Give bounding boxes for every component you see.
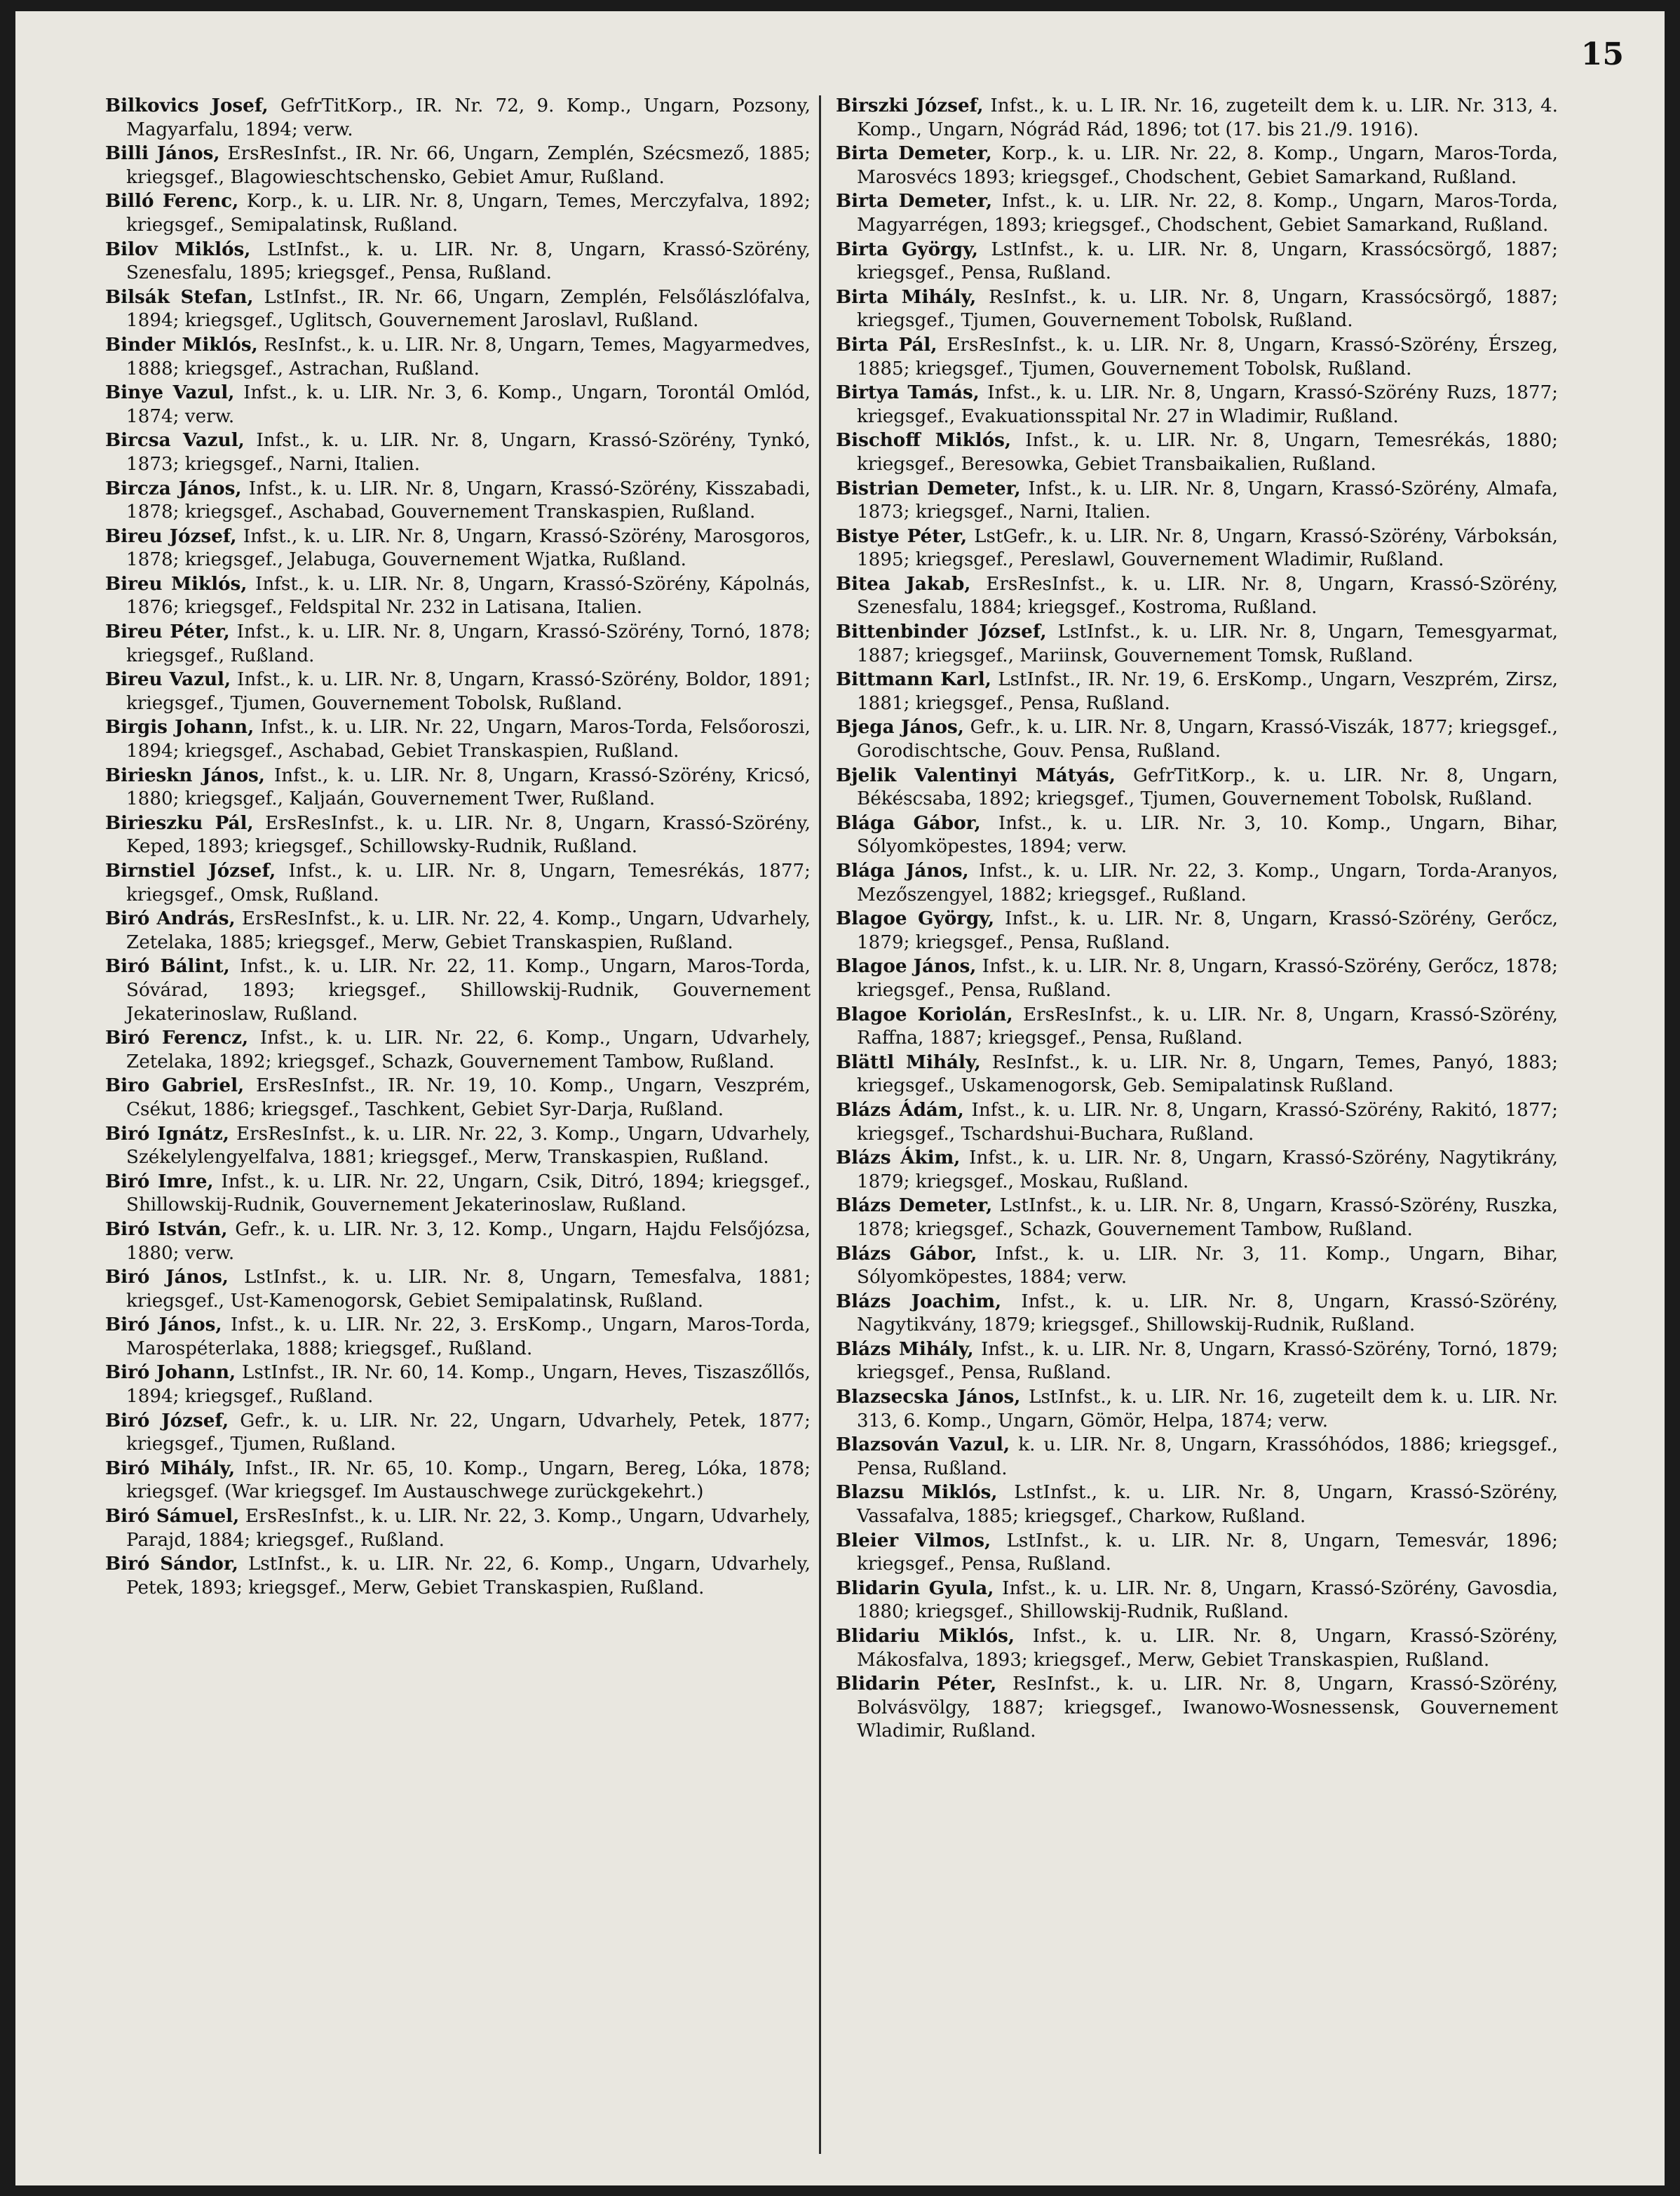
entry-name: Binder Miklós, xyxy=(105,333,258,356)
list-entry xyxy=(105,1170,811,1218)
left-column xyxy=(105,94,811,2170)
entry-details: Infst., k. u. LIR. Nr. 8, Ungarn, Krassó-Szörény, Gerőcz, 1878; kriegsgef., Pensa, Rußland. xyxy=(857,956,1558,1001)
entry-details: Gefr., k. u. LIR. Nr. 8, Ungarn, Krassó-Viszák, 1877; kriegsgef., Gorodischtsche, Gouv. Pensa, Rußland. xyxy=(857,717,1558,762)
list-entry xyxy=(836,1146,1558,1194)
entry-name: Blázs Gábor, xyxy=(836,1242,977,1265)
entry-details: ResInfst., k. u. LIR. Nr. 8, Ungarn, Krassócsörgő, 1887; kriegsgef., Tjumen, Gouvernement Tobolsk, Rußland. xyxy=(857,286,1558,332)
entry-details: ErsResInfst., IR. Nr. 66, Ungarn, Zemplén, Szécsmező, 1885; kriegsgef., Blagowieschtschensko, Gebiet Amur, Rußland. xyxy=(126,143,811,188)
entry-details: Infst., k. u. LIR. Nr. 8, Ungarn, Krassó-Szörény Ruzs, 1877; kriegsgef., Evakuationsspital Nr. 27 in Wladimir, Rußland. xyxy=(857,382,1558,427)
list-entry xyxy=(105,1409,811,1457)
entry-details: Infst., k. u. L IR. Nr. 16, zugeteilt dem k. u. LIR. Nr. 313, 4. Komp., Ungarn, Nógrád Rád, 1896; tot (17. bis 21./9. 1916). xyxy=(857,95,1558,140)
list-entry xyxy=(105,1026,811,1074)
list-entry xyxy=(105,907,811,955)
entry-name: Bistrian Demeter, xyxy=(836,477,1021,499)
list-entry xyxy=(105,620,811,668)
entry-name: Biró János, xyxy=(105,1314,222,1336)
entry-details: Infst., k. u. LIR. Nr. 22, Ungarn, Maros-Torda, Felsőoroszi, 1894; kriegsgef., Aschabad, Gebiet Transkaspien, Rußland. xyxy=(126,717,811,762)
entry-details: Infst., IR. Nr. 65, 10. Komp., Ungarn, Bereg, Lóka, 1878; kriegsgef. (War kriegsgef. Im Austauschwege zurückgekehrt.) xyxy=(126,1457,811,1503)
list-entry xyxy=(105,238,811,285)
list-entry xyxy=(836,1433,1558,1481)
entry-name: Bireu Péter, xyxy=(105,621,230,643)
entry-details: k. u. LIR. Nr. 8, Ungarn, Krassóhódos, 1886; kriegsgef., Pensa, Rußland. xyxy=(857,1434,1558,1479)
entry-details: Infst., k. u. LIR. Nr. 8, Ungarn, Krassó-Szörény, Tornó, 1879; kriegsgef., Pensa, Rußland. xyxy=(857,1338,1558,1384)
entry-details: Infst., k. u. LIR. Nr. 8, Ungarn, Temesrékás, 1877; kriegsgef., Omsk, Rußland. xyxy=(126,861,811,905)
list-entry xyxy=(105,1552,811,1600)
list-entry xyxy=(836,381,1558,429)
entry-name: Biró Sámuel, xyxy=(105,1505,240,1528)
document-page xyxy=(15,11,1665,2185)
list-entry xyxy=(105,572,811,620)
list-entry xyxy=(836,1242,1558,1290)
list-entry xyxy=(836,1338,1558,1385)
right-column xyxy=(836,94,1558,2170)
entry-name: Bjega János, xyxy=(836,716,964,739)
entry-name: Bittenbinder József, xyxy=(836,621,1047,643)
entry-details: LstInfst., IR. Nr. 66, Ungarn, Zemplén, Felsőlászlófalva, 1894; kriegsgef., Uglitsch, Gouvernement Jaroslavl, Rußland. xyxy=(126,286,811,332)
column-divider xyxy=(819,95,821,2154)
entry-name: Birta György, xyxy=(836,238,979,260)
entry-name: Billó Ferenc, xyxy=(105,190,239,213)
entry-name: Biró János, xyxy=(105,1266,229,1288)
entry-name: Blazsu Miklós, xyxy=(836,1481,998,1504)
list-entry xyxy=(105,477,811,525)
list-entry xyxy=(105,1265,811,1313)
entry-details: Infst., k. u. LIR. Nr. 8, Ungarn, Krassó-Szörény, Rakitó, 1877; kriegsgef., Tschardshui-Buchara, Rußland. xyxy=(857,1099,1558,1145)
entry-name: Blázs Mihály, xyxy=(836,1338,974,1360)
entry-name: Biró Imre, xyxy=(105,1170,214,1192)
entry-details: LstInfst., k. u. LIR. Nr. 8, Ungarn, Krassó-Szörény, Szenesfalu, 1895; kriegsgef., Pensa, Rußland. xyxy=(126,238,811,284)
list-entry xyxy=(836,1003,1558,1051)
entry-details: Infst., k. u. LIR. Nr. 8, Ungarn, Krassó-Szörény, Boldor, 1891; kriegsgef., Tjumen, Gouvernement Tobolsk, Rußland. xyxy=(126,669,811,714)
page-number: 15 xyxy=(1580,36,1624,72)
entry-details: ErsResInfst., k. u. LIR. Nr. 22, 3. Komp., Ungarn, Udvarhely, Parajd, 1884; kriegsgef., Rußland. xyxy=(126,1506,811,1551)
entry-details: Korp., k. u. LIR. Nr. 22, 8. Komp., Ungarn, Maros-Torda, Marosvécs 1893; kriegsgef., Chodschent, Gebiet Samarkand, Rußland. xyxy=(857,143,1558,188)
entry-details: LstInfst., k. u. LIR. Nr. 8, Ungarn, Temesgyarmat, 1887; kriegsgef., Mariinsk, Gouvernement Tomsk, Rußland. xyxy=(857,621,1558,666)
list-entry xyxy=(836,477,1558,525)
entry-name: Birta Pál, xyxy=(836,333,937,356)
list-entry xyxy=(105,429,811,476)
entry-name: Bistye Péter, xyxy=(836,525,968,547)
entry-name: Bitea Jakab, xyxy=(836,572,971,595)
entry-details: Infst., k. u. LIR. Nr. 8, Ungarn, Krassó-Szörény, Tornó, 1878; kriegsgef., Rußland. xyxy=(126,621,811,666)
list-entry xyxy=(836,429,1558,476)
entry-details: GefrTitKorp., IR. Nr. 72, 9. Komp., Ungarn, Pozsony, Magyarfalu, 1894; verw. xyxy=(126,95,811,140)
entry-details: Infst., k. u. LIR. Nr. 3, 10. Komp., Ungarn, Bihar, Sólyomköpestes, 1894; verw. xyxy=(857,812,1558,858)
entry-details: Infst., k. u. LIR. Nr. 22, 3. Komp., Ungarn, Torda-Aranyos, Mezőszengyel, 1882; kriegsgef., Rußland. xyxy=(857,861,1558,905)
entry-details: LstInfst., k. u. LIR. Nr. 16, zugeteilt dem k. u. LIR. Nr. 313, 6. Komp., Ungarn, Gömör, Helpa, 1874; verw. xyxy=(857,1387,1558,1432)
entry-name: Bilov Miklós, xyxy=(105,238,251,260)
entry-name: Birgis Johann, xyxy=(105,716,255,739)
list-entry xyxy=(836,715,1558,763)
entry-name: Blagoe János, xyxy=(836,955,977,978)
list-entry xyxy=(836,1577,1558,1624)
list-entry xyxy=(105,142,811,189)
entry-details: LstInfst., k. u. LIR. Nr. 8, Ungarn, Krassócsörgő, 1887; kriegsgef., Pensa, Rußland. xyxy=(857,238,1558,284)
entry-details: LstInfst., IR. Nr. 60, 14. Komp., Ungarn, Heves, Tiszaszőllős, 1894; kriegsgef., Rußland. xyxy=(126,1362,811,1408)
entry-name: Bireu Miklós, xyxy=(105,572,248,595)
list-entry xyxy=(836,1194,1558,1241)
list-entry xyxy=(105,381,811,429)
entry-details: Infst., k. u. LIR. Nr. 8, Ungarn, Krassó-Szörény, Gavosdia, 1880; kriegsgef., Shillowskij-Rudnik, Rußland. xyxy=(857,1577,1558,1623)
list-entry xyxy=(836,238,1558,285)
entry-name: Blidarin Péter, xyxy=(836,1673,997,1695)
entry-name: Biró Ferencz, xyxy=(105,1027,249,1049)
list-entry xyxy=(836,1481,1558,1528)
entry-name: Biró Bálint, xyxy=(105,955,230,978)
list-entry xyxy=(105,285,811,333)
entry-name: Biró István, xyxy=(105,1218,228,1240)
list-entry xyxy=(105,1504,811,1552)
entry-details: Infst., k. u. LIR. Nr. 8, Ungarn, Krassó-Szörény, Nagytikvány, 1879; kriegsgef., Shillowskij-Rudnik, Rußland. xyxy=(857,1291,1558,1336)
entry-name: Binye Vazul, xyxy=(105,382,235,404)
entry-name: Birieszku Pál, xyxy=(105,811,254,834)
entry-details: Infst., k. u. LIR. Nr. 3, 6. Komp., Ungarn, Torontál Omlód, 1874; verw. xyxy=(126,382,811,427)
entry-name: Birta Mihály, xyxy=(836,285,977,308)
entry-name: Blazsecska János, xyxy=(836,1386,1021,1408)
entry-name: Bireu Vazul, xyxy=(105,668,231,691)
entry-name: Bjelik Valentinyi Mátyás, xyxy=(836,764,1116,786)
entry-details: Infst., k. u. LIR. Nr. 8, Ungarn, Krassó-Szörény, Tynkó, 1873; kriegsgef., Narni, Italien. xyxy=(126,430,811,475)
entry-name: Blagoe György, xyxy=(836,908,995,930)
entry-name: Biró József, xyxy=(105,1409,229,1432)
list-entry xyxy=(836,1529,1558,1577)
entry-name: Blidarin Gyula, xyxy=(836,1577,994,1599)
list-entry xyxy=(105,811,811,859)
entry-name: Blága Gábor, xyxy=(836,811,981,834)
entry-name: Blagoe Koriolán, xyxy=(836,1003,1013,1025)
list-entry xyxy=(105,955,811,1026)
list-entry xyxy=(836,94,1558,142)
list-entry xyxy=(105,715,811,763)
entry-name: Biró Johann, xyxy=(105,1361,236,1384)
list-entry xyxy=(836,1624,1558,1672)
list-entry xyxy=(836,1385,1558,1433)
entry-details: Infst., k. u. LIR. Nr. 8, Ungarn, Krassó-Szörény, Kisszabadi, 1878; kriegsgef., Aschabad, Gouvernement Transkaspien, Rußland. xyxy=(126,478,811,523)
entry-details: ErsResInfst., k. u. LIR. Nr. 22, 3. Komp., Ungarn, Udvarhely, Székelylengyelfalva, 1881; kriegsgef., Merw, Transkaspien, Rußland. xyxy=(126,1123,811,1168)
list-entry xyxy=(105,333,811,381)
entry-details: Infst., k. u. LIR. Nr. 8, Ungarn, Krassó-Szörény, Marosgoros, 1878; kriegsgef., Jelabuga, Gouvernement Wjatka, Rußland. xyxy=(126,525,811,571)
list-entry xyxy=(105,189,811,237)
entry-details: Infst., k. u. LIR. Nr. 3, 11. Komp., Ungarn, Bihar, Sólyomköpestes, 1884; verw. xyxy=(857,1243,1558,1288)
entry-name: Biró Ignátz, xyxy=(105,1122,229,1145)
list-entry xyxy=(836,1098,1558,1146)
entry-details: Infst., k. u. LIR. Nr. 8, Ungarn, Temesrékás, 1880; kriegsgef., Beresowka, Gebiet Transbaikalien, Rußland. xyxy=(857,430,1558,475)
entry-details: Korp., k. u. LIR. Nr. 8, Ungarn, Temes, Merczyfalva, 1892; kriegsgef., Semipalatinsk, Rußland. xyxy=(126,191,811,236)
list-entry xyxy=(836,1051,1558,1098)
entry-name: Bircza János, xyxy=(105,477,242,499)
entry-name: Birszki József, xyxy=(836,95,984,116)
list-entry xyxy=(836,859,1558,907)
list-entry xyxy=(836,572,1558,620)
entry-name: Birta Demeter, xyxy=(836,190,993,213)
entry-details: ErsResInfst., k. u. LIR. Nr. 8, Ungarn, Krassó-Szörény, Érszeg, 1885; kriegsgef., Tjumen, Gouvernement Tobolsk, Rußland. xyxy=(857,334,1558,379)
entry-name: Blázs Ákim, xyxy=(836,1147,961,1169)
entry-details: ResInfst., k. u. LIR. Nr. 8, Ungarn, Krassó-Szörény, Bolvásvölgy, 1887; kriegsgef., Iwanowo-Wosnessensk, Gouvernement Wladimir, Rußland. xyxy=(857,1673,1558,1742)
entry-name: Bischoff Miklós, xyxy=(836,429,1012,452)
list-entry xyxy=(105,668,811,715)
entry-details: ResInfst., k. u. LIR. Nr. 8, Ungarn, Temes, Magyarmedves, 1888; kriegsgef., Astrachan, Rußland. xyxy=(126,334,811,379)
list-entry xyxy=(105,1361,811,1408)
list-entry xyxy=(105,764,811,811)
entry-details: ErsResInfst., k. u. LIR. Nr. 8, Ungarn, Krassó-Szörény, Keped, 1893; kriegsgef., Schillowsky-Rudnik, Rußland. xyxy=(126,812,811,858)
entry-details: ErsResInfst., k. u. LIR. Nr. 22, 4. Komp., Ungarn, Udvarhely, Zetelaka, 1885; kriegsgef., Merw, Gebiet Transkaspien, Rußland. xyxy=(126,908,811,953)
entry-details: Infst., k. u. LIR. Nr. 22, 3. ErsKomp., Ungarn, Maros-Torda, Marospéterlaka, 1888; kriegsgef., Rußland. xyxy=(126,1314,811,1359)
entry-details: Gefr., k. u. LIR. Nr. 22, Ungarn, Udvarhely, Petek, 1877; kriegsgef., Tjumen, Rußland. xyxy=(126,1410,811,1455)
entry-details: ErsResInfst., k. u. LIR. Nr. 8, Ungarn, Krassó-Szörény, Szenesfalu, 1884; kriegsgef., Kostroma, Rußland. xyxy=(857,573,1558,619)
list-entry xyxy=(836,764,1558,811)
entry-name: Biró András, xyxy=(105,908,236,930)
list-entry xyxy=(836,668,1558,715)
list-entry xyxy=(836,285,1558,333)
entry-details: Infst., k. u. LIR. Nr. 8, Ungarn, Krassó-Szörény, Kápolnás, 1876; kriegsgef., Feldspital Nr. 232 in Latisana, Italien. xyxy=(126,573,811,619)
list-entry xyxy=(105,1457,811,1504)
entry-details: ErsResInfst., IR. Nr. 19, 10. Komp., Ungarn, Veszprém, Csékut, 1886; kriegsgef., Taschkent, Gebiet Syr-Darja, Rußland. xyxy=(126,1075,811,1120)
list-entry xyxy=(836,333,1558,381)
list-entry xyxy=(836,189,1558,237)
list-entry xyxy=(105,859,811,907)
entry-details: LstInfst., k. u. LIR. Nr. 22, 6. Komp., Ungarn, Udvarhely, Petek, 1893; kriegsgef., Merw, Gebiet Transkaspien, Rußland. xyxy=(126,1554,811,1598)
list-entry xyxy=(836,811,1558,859)
list-entry xyxy=(836,1290,1558,1338)
list-entry xyxy=(105,1122,811,1170)
entry-details: ResInfst., k. u. LIR. Nr. 8, Ungarn, Temes, Panyó, 1883; kriegsgef., Uskamenogorsk, Geb. Semipalatinsk Rußland. xyxy=(857,1051,1558,1097)
entry-name: Birtya Tamás, xyxy=(836,382,980,404)
list-entry xyxy=(836,142,1558,189)
list-entry xyxy=(105,1218,811,1265)
entry-name: Biró Sándor, xyxy=(105,1553,238,1575)
entry-name: Biro Gabriel, xyxy=(105,1075,245,1097)
entry-name: Blazsován Vazul, xyxy=(836,1434,1010,1456)
entry-name: Bilsák Stefan, xyxy=(105,285,254,308)
entry-name: Blidariu Miklós, xyxy=(836,1625,1015,1647)
entry-name: Bilkovics Josef, xyxy=(105,95,269,116)
entry-name: Billi János, xyxy=(105,142,220,165)
entry-details: Infst., k. u. LIR. Nr. 8, Ungarn, Krassó-Szörény, Gerőcz, 1879; kriegsgef., Pensa, Rußland. xyxy=(857,908,1558,953)
entry-details: Infst., k. u. LIR. Nr. 22, Ungarn, Csik, Ditró, 1894; kriegsgef., Shillowskij-Rudnik, Gouvernement Jekaterinoslaw, Rußland. xyxy=(126,1171,811,1216)
list-entry xyxy=(105,94,811,142)
entry-details: GefrTitKorp., k. u. LIR. Nr. 8, Ungarn, Békéscsaba, 1892; kriegsgef., Tjumen, Gouvernement Tobolsk, Rußland. xyxy=(857,764,1558,810)
entry-name: Blázs Demeter, xyxy=(836,1194,993,1217)
entry-details: LstInfst., IR. Nr. 19, 6. ErsKomp., Ungarn, Veszprém, Zirsz, 1881; kriegsgef., Pensa, Rußland. xyxy=(857,669,1558,714)
entry-details: Gefr., k. u. LIR. Nr. 3, 12. Komp., Ungarn, Hajdu Felsőjózsa, 1880; verw. xyxy=(126,1218,811,1264)
entry-name: Bircsa Vazul, xyxy=(105,429,245,452)
entry-name: Biró Mihály, xyxy=(105,1457,236,1479)
entry-details: LstInfst., k. u. LIR. Nr. 8, Ungarn, Temesfalva, 1881; kriegsgef., Ust-Kamenogorsk, Gebiet Semipalatinsk, Rußland. xyxy=(126,1267,811,1312)
entry-name: Bittmann Karl, xyxy=(836,668,991,691)
entry-details: Infst., k. u. LIR. Nr. 22, 8. Komp., Ungarn, Maros-Torda, Magyarrégen, 1893; kriegsgef., Chodschent, Gebiet Samarkand, Rußland. xyxy=(857,191,1558,236)
list-entry xyxy=(836,955,1558,1002)
entry-details: Infst., k. u. LIR. Nr. 22, 6. Komp., Ungarn, Udvarhely, Zetelaka, 1892; kriegsgef., Schazk, Gouvernement Tambow, Rußland. xyxy=(126,1028,811,1072)
entry-name: Blázs Ádám, xyxy=(836,1098,964,1121)
entry-name: Birnstiel József, xyxy=(105,860,276,882)
entry-details: Infst., k. u. LIR. Nr. 22, 11. Komp., Ungarn, Maros-Torda, Sóvárad, 1893; kriegsgef., Shillowskij-Rudnik, Gouvernement Jekaterinoslaw, Rußland. xyxy=(126,956,811,1025)
entry-details: Infst., k. u. LIR. Nr. 8, Ungarn, Krassó-Szörény, Kricsó, 1880; kriegsgef., Kaljaán, Gouvernement Twer, Rußland. xyxy=(126,764,811,810)
entry-name: Blága János, xyxy=(836,860,969,882)
list-entry xyxy=(105,525,811,572)
entry-details: LstInfst., k. u. LIR. Nr. 8, Ungarn, Temesvár, 1896; kriegsgef., Pensa, Rußland. xyxy=(857,1530,1558,1575)
list-entry xyxy=(105,1074,811,1121)
entry-name: Birieskn János, xyxy=(105,764,265,786)
entry-details: ErsResInfst., k. u. LIR. Nr. 8, Ungarn, Krassó-Szörény, Raffna, 1887; kriegsgef., Pensa, Rußland. xyxy=(857,1004,1558,1049)
entry-details: LstInfst., k. u. LIR. Nr. 8, Ungarn, Krassó-Szörény, Vassafalva, 1885; kriegsgef., Charkow, Rußland. xyxy=(857,1482,1558,1528)
entry-name: Blättl Mihály, xyxy=(836,1051,981,1073)
entry-details: Infst., k. u. LIR. Nr. 8, Ungarn, Krassó-Szörény, Nagytikrány, 1879; kriegsgef., Moskau, Rußland. xyxy=(857,1147,1558,1192)
list-entry xyxy=(836,907,1558,955)
entry-details: LstInfst., k. u. LIR. Nr. 8, Ungarn, Krassó-Szörény, Ruszka, 1878; kriegsgef., Schazk, Gouvernement Tambow, Rußland. xyxy=(857,1195,1558,1240)
entry-details: Infst., k. u. LIR. Nr. 8, Ungarn, Krassó-Szörény, Mákosfalva, 1893; kriegsgef., Merw, Gebiet Transkaspien, Rußland. xyxy=(857,1626,1558,1671)
entry-details: Infst., k. u. LIR. Nr. 8, Ungarn, Krassó-Szörény, Almafa, 1873; kriegsgef., Narni, Italien. xyxy=(857,478,1558,523)
list-entry xyxy=(836,1672,1558,1744)
entry-name: Bireu József, xyxy=(105,525,237,547)
list-entry xyxy=(836,525,1558,572)
entry-name: Birta Demeter, xyxy=(836,142,992,165)
entry-name: Blázs Joachim, xyxy=(836,1290,1002,1312)
list-entry xyxy=(105,1313,811,1361)
entry-name: Bleier Vilmos, xyxy=(836,1529,991,1551)
list-entry xyxy=(836,620,1558,668)
entry-details: LstGefr., k. u. LIR. Nr. 8, Ungarn, Krassó-Szörény, Várboksán, 1895; kriegsgef., Pereslawl, Gouvernement Wladimir, Rußland. xyxy=(857,525,1558,571)
